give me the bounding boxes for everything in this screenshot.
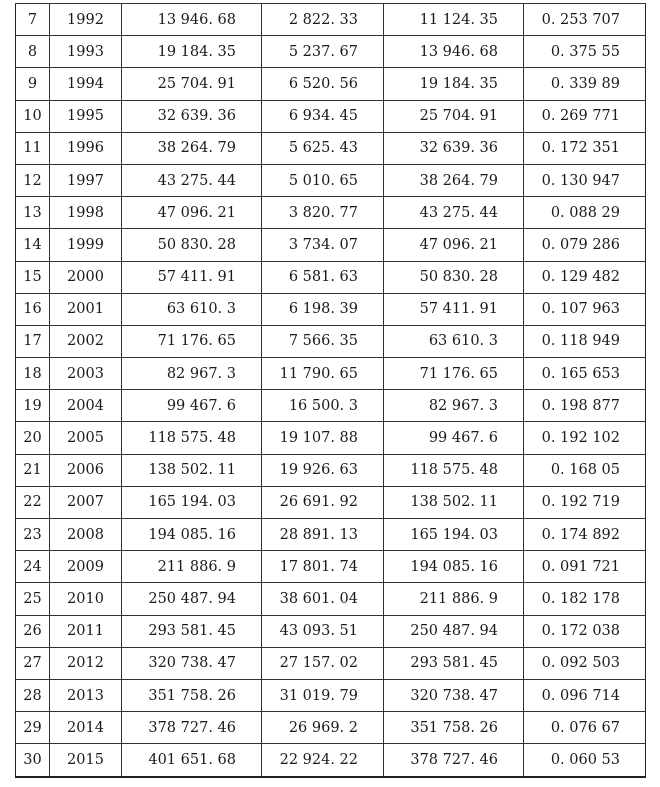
increase-value-cell: 6 934. 45 [262, 100, 384, 132]
year-cell: 2007 [50, 486, 122, 518]
increase-value-cell: 22 924. 22 [262, 744, 384, 777]
row-index-cell: 27 [16, 647, 50, 679]
growth-rate-cell: 0. 088 29 [524, 197, 646, 229]
growth-rate-cell: 0. 092 503 [524, 647, 646, 679]
total-value-cell: 194 085. 16 [122, 519, 262, 551]
year-cell: 2002 [50, 325, 122, 357]
previous-value-cell: 378 727. 46 [384, 744, 524, 777]
increase-value-cell: 11 790. 65 [262, 358, 384, 390]
total-value-cell: 43 275. 44 [122, 164, 262, 196]
increase-value-cell: 2 822. 33 [262, 4, 384, 36]
table-row [16, 422, 646, 454]
previous-value-cell: 194 085. 16 [384, 551, 524, 583]
growth-rate-cell: 0. 172 038 [524, 615, 646, 647]
total-value-cell: 19 184. 35 [122, 36, 262, 68]
increase-value-cell: 5 237. 67 [262, 36, 384, 68]
year-cell: 2005 [50, 422, 122, 454]
table-row [16, 615, 646, 647]
table-row [16, 454, 646, 486]
row-index-cell: 7 [16, 4, 50, 36]
row-index-cell: 19 [16, 390, 50, 422]
total-value-cell: 211 886. 9 [122, 551, 262, 583]
row-index-cell: 25 [16, 583, 50, 615]
row-index-cell: 8 [16, 36, 50, 68]
previous-value-cell: 165 194. 03 [384, 519, 524, 551]
year-cell: 2014 [50, 712, 122, 744]
growth-rate-cell: 0. 130 947 [524, 164, 646, 196]
table-row [16, 261, 646, 293]
growth-rate-cell: 0. 253 707 [524, 4, 646, 36]
growth-rate-cell: 0. 375 55 [524, 36, 646, 68]
table-row [16, 647, 646, 679]
increase-value-cell: 5 010. 65 [262, 164, 384, 196]
previous-value-cell: 38 264. 79 [384, 164, 524, 196]
increase-value-cell: 5 625. 43 [262, 132, 384, 164]
table-row [16, 519, 646, 551]
row-index-cell: 18 [16, 358, 50, 390]
growth-rate-cell: 0. 172 351 [524, 132, 646, 164]
increase-value-cell: 3 820. 77 [262, 197, 384, 229]
total-value-cell: 57 411. 91 [122, 261, 262, 293]
year-cell: 1998 [50, 197, 122, 229]
table-row [16, 744, 646, 777]
year-cell: 1993 [50, 36, 122, 68]
growth-rate-cell: 0. 165 653 [524, 358, 646, 390]
row-index-cell: 14 [16, 229, 50, 261]
year-cell: 2013 [50, 679, 122, 711]
table-row [16, 229, 646, 261]
table-row [16, 197, 646, 229]
year-cell: 2011 [50, 615, 122, 647]
previous-value-cell: 293 581. 45 [384, 647, 524, 679]
growth-rate-cell: 0. 192 719 [524, 486, 646, 518]
previous-value-cell: 47 096. 21 [384, 229, 524, 261]
previous-value-cell: 99 467. 6 [384, 422, 524, 454]
table-row [16, 679, 646, 711]
increase-value-cell: 26 691. 92 [262, 486, 384, 518]
table-row [16, 325, 646, 357]
total-value-cell: 38 264. 79 [122, 132, 262, 164]
row-index-cell: 13 [16, 197, 50, 229]
table-row [16, 293, 646, 325]
table-row [16, 712, 646, 744]
increase-value-cell: 6 198. 39 [262, 293, 384, 325]
growth-rate-cell: 0. 129 482 [524, 261, 646, 293]
increase-value-cell: 38 601. 04 [262, 583, 384, 615]
total-value-cell: 82 967. 3 [122, 358, 262, 390]
increase-value-cell: 27 157. 02 [262, 647, 384, 679]
increase-value-cell: 16 500. 3 [262, 390, 384, 422]
total-value-cell: 250 487. 94 [122, 583, 262, 615]
table-row [16, 100, 646, 132]
row-index-cell: 11 [16, 132, 50, 164]
year-cell: 2008 [50, 519, 122, 551]
total-value-cell: 118 575. 48 [122, 422, 262, 454]
row-index-cell: 17 [16, 325, 50, 357]
increase-value-cell: 6 520. 56 [262, 68, 384, 100]
previous-value-cell: 19 184. 35 [384, 68, 524, 100]
year-cell: 2003 [50, 358, 122, 390]
row-index-cell: 26 [16, 615, 50, 647]
previous-value-cell: 320 738. 47 [384, 679, 524, 711]
growth-rate-cell: 0. 091 721 [524, 551, 646, 583]
table-row [16, 36, 646, 68]
total-value-cell: 13 946. 68 [122, 4, 262, 36]
previous-value-cell: 250 487. 94 [384, 615, 524, 647]
table-row [16, 164, 646, 196]
total-value-cell: 401 651. 68 [122, 744, 262, 777]
growth-rate-cell: 0. 198 877 [524, 390, 646, 422]
previous-value-cell: 82 967. 3 [384, 390, 524, 422]
row-index-cell: 12 [16, 164, 50, 196]
table-row [16, 68, 646, 100]
growth-rate-cell: 0. 096 714 [524, 679, 646, 711]
year-cell: 2001 [50, 293, 122, 325]
year-cell: 1994 [50, 68, 122, 100]
table-row [16, 486, 646, 518]
previous-value-cell: 43 275. 44 [384, 197, 524, 229]
growth-rate-cell: 0. 107 963 [524, 293, 646, 325]
row-index-cell: 22 [16, 486, 50, 518]
previous-value-cell: 138 502. 11 [384, 486, 524, 518]
total-value-cell: 165 194. 03 [122, 486, 262, 518]
growth-rate-cell: 0. 118 949 [524, 325, 646, 357]
previous-value-cell: 211 886. 9 [384, 583, 524, 615]
year-cell: 2010 [50, 583, 122, 615]
year-cell: 2006 [50, 454, 122, 486]
row-index-cell: 10 [16, 100, 50, 132]
row-index-cell: 16 [16, 293, 50, 325]
increase-value-cell: 19 107. 88 [262, 422, 384, 454]
growth-rate-cell: 0. 339 89 [524, 68, 646, 100]
table-body [16, 4, 646, 777]
growth-rate-cell: 0. 168 05 [524, 454, 646, 486]
total-value-cell: 47 096. 21 [122, 197, 262, 229]
table-row [16, 358, 646, 390]
total-value-cell: 293 581. 45 [122, 615, 262, 647]
total-value-cell: 351 758. 26 [122, 679, 262, 711]
year-cell: 2004 [50, 390, 122, 422]
total-value-cell: 378 727. 46 [122, 712, 262, 744]
increase-value-cell: 7 566. 35 [262, 325, 384, 357]
previous-value-cell: 71 176. 65 [384, 358, 524, 390]
total-value-cell: 320 738. 47 [122, 647, 262, 679]
previous-value-cell: 13 946. 68 [384, 36, 524, 68]
previous-value-cell: 25 704. 91 [384, 100, 524, 132]
growth-rate-cell: 0. 182 178 [524, 583, 646, 615]
table-row [16, 132, 646, 164]
year-cell: 1996 [50, 132, 122, 164]
row-index-cell: 15 [16, 261, 50, 293]
total-value-cell: 99 467. 6 [122, 390, 262, 422]
year-cell: 2015 [50, 744, 122, 777]
year-cell: 1995 [50, 100, 122, 132]
total-value-cell: 25 704. 91 [122, 68, 262, 100]
year-cell: 1999 [50, 229, 122, 261]
row-index-cell: 20 [16, 422, 50, 454]
total-value-cell: 32 639. 36 [122, 100, 262, 132]
row-index-cell: 23 [16, 519, 50, 551]
year-cell: 2009 [50, 551, 122, 583]
previous-value-cell: 351 758. 26 [384, 712, 524, 744]
previous-value-cell: 11 124. 35 [384, 4, 524, 36]
growth-rate-cell: 0. 174 892 [524, 519, 646, 551]
year-cell: 2000 [50, 261, 122, 293]
total-value-cell: 71 176. 65 [122, 325, 262, 357]
previous-value-cell: 57 411. 91 [384, 293, 524, 325]
previous-value-cell: 50 830. 28 [384, 261, 524, 293]
row-index-cell: 28 [16, 679, 50, 711]
row-index-cell: 29 [16, 712, 50, 744]
data-table [15, 3, 646, 778]
year-cell: 2012 [50, 647, 122, 679]
total-value-cell: 50 830. 28 [122, 229, 262, 261]
increase-value-cell: 3 734. 07 [262, 229, 384, 261]
row-index-cell: 30 [16, 744, 50, 777]
row-index-cell: 24 [16, 551, 50, 583]
total-value-cell: 138 502. 11 [122, 454, 262, 486]
table-row [16, 4, 646, 36]
increase-value-cell: 6 581. 63 [262, 261, 384, 293]
previous-value-cell: 118 575. 48 [384, 454, 524, 486]
growth-rate-cell: 0. 060 53 [524, 744, 646, 777]
row-index-cell: 21 [16, 454, 50, 486]
growth-rate-cell: 0. 192 102 [524, 422, 646, 454]
increase-value-cell: 17 801. 74 [262, 551, 384, 583]
increase-value-cell: 43 093. 51 [262, 615, 384, 647]
increase-value-cell: 31 019. 79 [262, 679, 384, 711]
increase-value-cell: 28 891. 13 [262, 519, 384, 551]
year-cell: 1992 [50, 4, 122, 36]
row-index-cell: 9 [16, 68, 50, 100]
previous-value-cell: 32 639. 36 [384, 132, 524, 164]
total-value-cell: 63 610. 3 [122, 293, 262, 325]
table-row [16, 583, 646, 615]
year-cell: 1997 [50, 164, 122, 196]
previous-value-cell: 63 610. 3 [384, 325, 524, 357]
growth-rate-cell: 0. 269 771 [524, 100, 646, 132]
increase-value-cell: 26 969. 2 [262, 712, 384, 744]
growth-rate-cell: 0. 076 67 [524, 712, 646, 744]
growth-rate-cell: 0. 079 286 [524, 229, 646, 261]
table-row [16, 551, 646, 583]
increase-value-cell: 19 926. 63 [262, 454, 384, 486]
table-row [16, 390, 646, 422]
